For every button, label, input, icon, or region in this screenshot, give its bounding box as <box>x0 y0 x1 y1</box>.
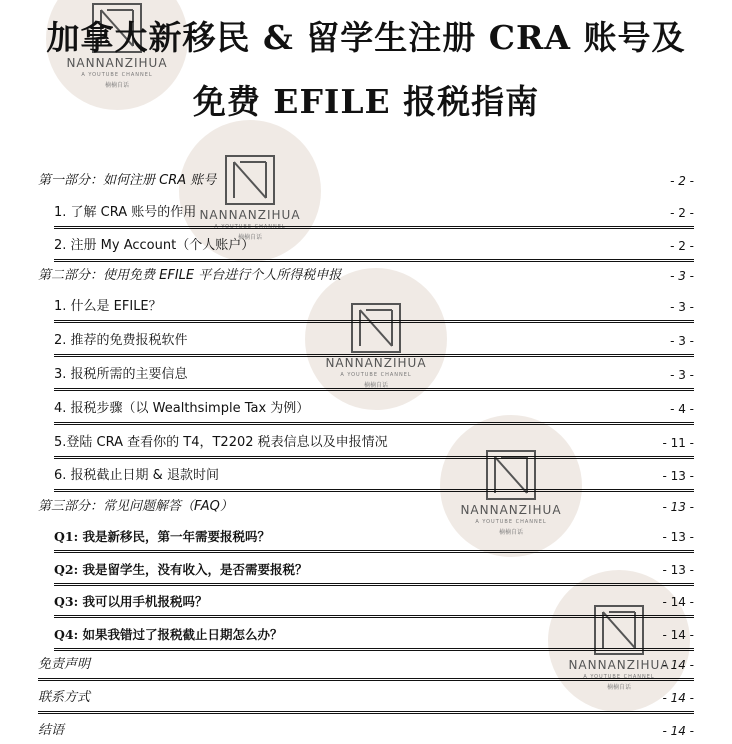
watermark-chinese: 楠楠自话 <box>104 82 129 89</box>
toc-label: 4. 报税步骤（以 Wealthsimple Tax 为例） <box>54 401 310 416</box>
toc-label: Q2: 我是留学生，没有收入，是否需要报税？ <box>54 562 308 577</box>
watermark-brand: NANNANZIHUA <box>460 503 562 517</box>
toc-label: 3. 报税所需的主要信息 <box>54 367 188 382</box>
toc-label: 第一部分：如何注册 CRA 账号 <box>38 173 217 188</box>
watermark-chinese: 楠楠自话 <box>498 529 523 536</box>
toc-page-number: - 14 - <box>662 595 694 609</box>
toc-page-number: - 14 - <box>662 691 694 705</box>
toc-page-number: - 3 - <box>670 269 694 283</box>
toc-page-number: - 14 - <box>662 628 694 642</box>
watermark-brand: NANNANZIHUA <box>66 56 168 70</box>
toc-item[interactable] <box>54 362 694 391</box>
toc-page-number: - 3 - <box>670 334 694 348</box>
toc-part-1[interactable] <box>38 168 694 194</box>
toc-item[interactable] <box>54 294 694 323</box>
toc-page-number: - 13 - <box>662 469 694 483</box>
toc-item[interactable] <box>54 396 694 425</box>
toc-label: 5.登陆 CRA 查看你的 T4，T2202 税表信息以及申报情况 <box>54 435 388 450</box>
document-title-line-2: 免费 EFILE 报税指南 <box>192 82 540 121</box>
watermark-subtitle: A YOUTUBE CHANNEL <box>81 72 153 78</box>
toc-page-number: - 3 - <box>670 368 694 382</box>
toc-part-3[interactable] <box>38 494 694 520</box>
toc-part-2[interactable] <box>38 263 694 289</box>
toc-faq-item[interactable] <box>54 557 694 586</box>
watermark-brand: NANNANZIHUA <box>199 208 301 222</box>
toc-label: 6. 报税截止日期 & 退款时间 <box>54 468 219 483</box>
toc-page-number: - 3 - <box>670 300 694 314</box>
document-title-line-1: 加拿大新移民 & 留学生注册 CRA 账号及 <box>46 18 686 57</box>
toc-label: 1. 什么是 EFILE？ <box>54 299 162 314</box>
watermark-subtitle: A YOUTUBE CHANNEL <box>475 519 547 525</box>
toc-item[interactable] <box>54 328 694 357</box>
toc-faq-item[interactable] <box>54 524 694 553</box>
toc-label: 1. 了解 CRA 账号的作用 <box>54 205 197 220</box>
toc-conclusion[interactable] <box>38 718 694 744</box>
watermark-subtitle: A YOUTUBE CHANNEL <box>214 224 286 230</box>
toc-page-number: - 2 - <box>670 206 694 220</box>
watermark-chinese: 楠楠自话 <box>363 382 388 389</box>
watermark-subtitle: A YOUTUBE CHANNEL <box>583 674 655 680</box>
watermark-chinese: 楠楠自话 <box>606 684 631 691</box>
toc-label: 第二部分：使用免费 EFILE 平台进行个人所得税申报 <box>38 268 342 283</box>
toc-page-number: - 2 - <box>670 239 694 253</box>
toc-label: 结语 <box>38 723 65 738</box>
toc-page-number: - 2 - <box>670 174 694 188</box>
toc-label: 2. 注册 My Account（个人账户） <box>54 238 255 253</box>
toc-item[interactable] <box>54 200 694 229</box>
watermark-brand: NANNANZIHUA <box>568 658 670 672</box>
toc-item[interactable] <box>54 463 694 492</box>
toc-label: Q1: 我是新移民，第一年需要报税吗？ <box>54 529 271 544</box>
toc-item[interactable] <box>54 233 694 262</box>
watermark-subtitle: A YOUTUBE CHANNEL <box>340 372 412 378</box>
toc-disclaimer[interactable] <box>38 652 694 681</box>
toc-item[interactable] <box>54 430 694 459</box>
toc-page-number: - 14 - <box>662 724 694 738</box>
toc-page-number: - 4 - <box>670 402 694 416</box>
toc-label: 免责声明 <box>38 657 91 672</box>
watermark-brand: NANNANZIHUA <box>325 356 427 370</box>
toc-label: 2. 推荐的免费报税软件 <box>54 333 188 348</box>
toc-page-number: - 13 - <box>662 563 694 577</box>
toc-page-number: - 11 - <box>662 436 694 450</box>
toc-label: Q4: 如果我错过了报税截止日期怎么办？ <box>54 627 283 642</box>
toc-page-number: - 14 - <box>662 658 694 672</box>
toc-faq-item[interactable] <box>54 622 694 651</box>
toc-page-number: - 13 - <box>662 530 694 544</box>
toc-label: 联系方式 <box>38 690 91 705</box>
toc-page-number: - 13 - <box>662 500 694 514</box>
toc-contact[interactable] <box>38 685 694 714</box>
toc-faq-item[interactable] <box>54 589 694 618</box>
toc-label: Q3: 我可以用手机报税吗？ <box>54 594 208 609</box>
toc-label: 第三部分：常见问题解答（FAQ） <box>38 499 233 514</box>
watermark-chinese: 楠楠自话 <box>237 234 262 241</box>
